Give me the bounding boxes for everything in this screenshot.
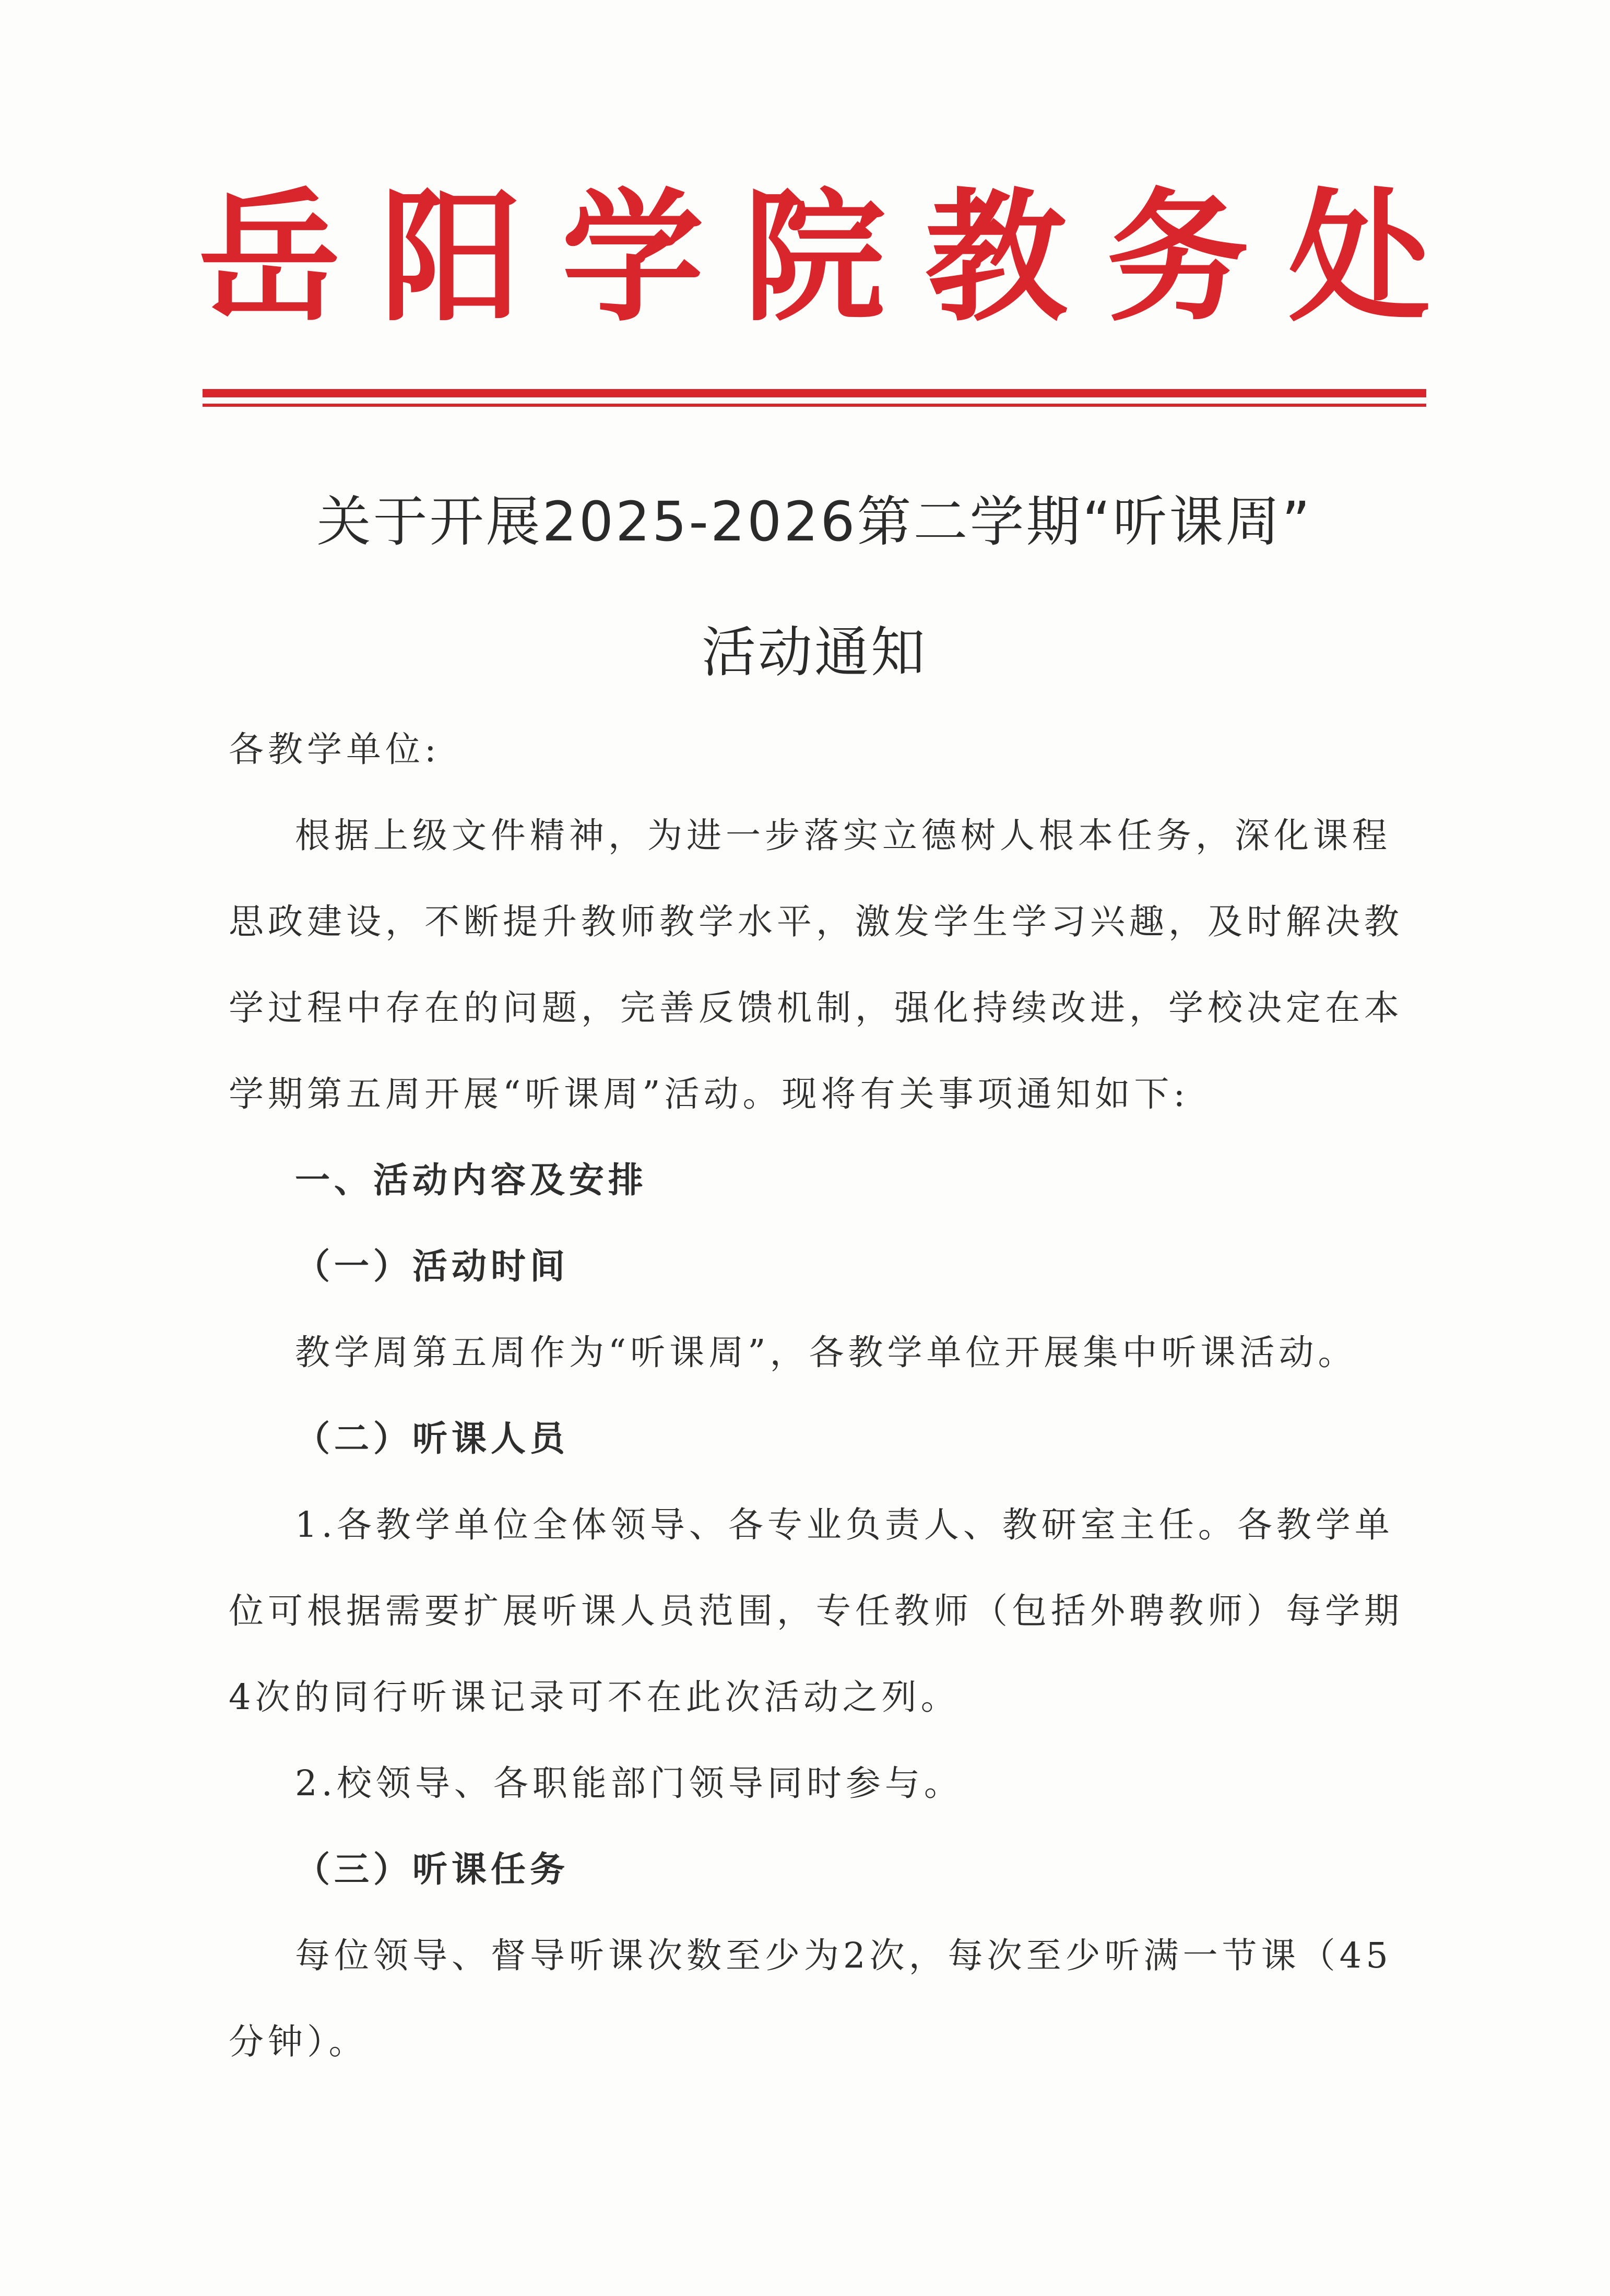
letterhead-char: 院 (743, 176, 885, 341)
notice-title-line2: 活动通知 (701, 620, 927, 684)
letterhead (198, 172, 1430, 345)
item-line: 2.校领导、各职能部门领导同时参与。 (295, 1763, 963, 1804)
notice-title-line1: 关于开展2025-2026第二学期“听课周” (316, 490, 1312, 554)
salutation: 各教学单位: (229, 729, 441, 770)
letterhead-divider-thin (203, 404, 1426, 407)
subsection-heading: （二）听课人员 (295, 1418, 569, 1459)
letterhead-char: 处 (1288, 176, 1430, 341)
subsection-heading: （三）听课任务 (295, 1849, 569, 1890)
letterhead-char: 阳 (380, 176, 522, 341)
intro-line-2: 思政建设，不断提升教师教学水平，激发学生学习兴趣，及时解决教 (229, 901, 1403, 942)
item-line: 1.各教学单位全体领导、各专业负责人、教研室主任。各教学单 (295, 1504, 1394, 1545)
intro-line-3: 学过程中存在的问题，完善反馈机制，强化持续改进，学校决定在本 (229, 987, 1403, 1028)
letterhead-char: 学 (562, 176, 704, 341)
paragraph: 教学周第五周作为“听课周”，各教学单位开展集中听课活动。 (295, 1332, 1357, 1373)
letterhead-char: 岳 (198, 176, 340, 341)
letterhead-divider-thick (203, 389, 1426, 397)
letterhead-char: 教 (925, 176, 1067, 341)
item-line: 4次的同行听课记录可不在此次活动之列。 (229, 1677, 960, 1717)
paragraph-line: 每位领导、督导听课次数至少为2次，每次至少听满一节课（45 (295, 1935, 1392, 1976)
intro-line-4: 学期第五周开展“听课周”活动。现将有关事项通知如下: (229, 1074, 1190, 1114)
paragraph-line: 分钟）。 (229, 2021, 368, 2062)
letterhead-char: 务 (1107, 176, 1249, 341)
subsection-heading: （一）活动时间 (295, 1246, 569, 1287)
intro-line-1: 根据上级文件精神，为进一步落实立德树人根本任务，深化课程 (295, 815, 1391, 856)
item-line: 位可根据需要扩展听课人员范围，专任教师（包括外聘教师）每学期 (229, 1591, 1403, 1631)
section-heading: 一、活动内容及安排 (295, 1160, 647, 1200)
